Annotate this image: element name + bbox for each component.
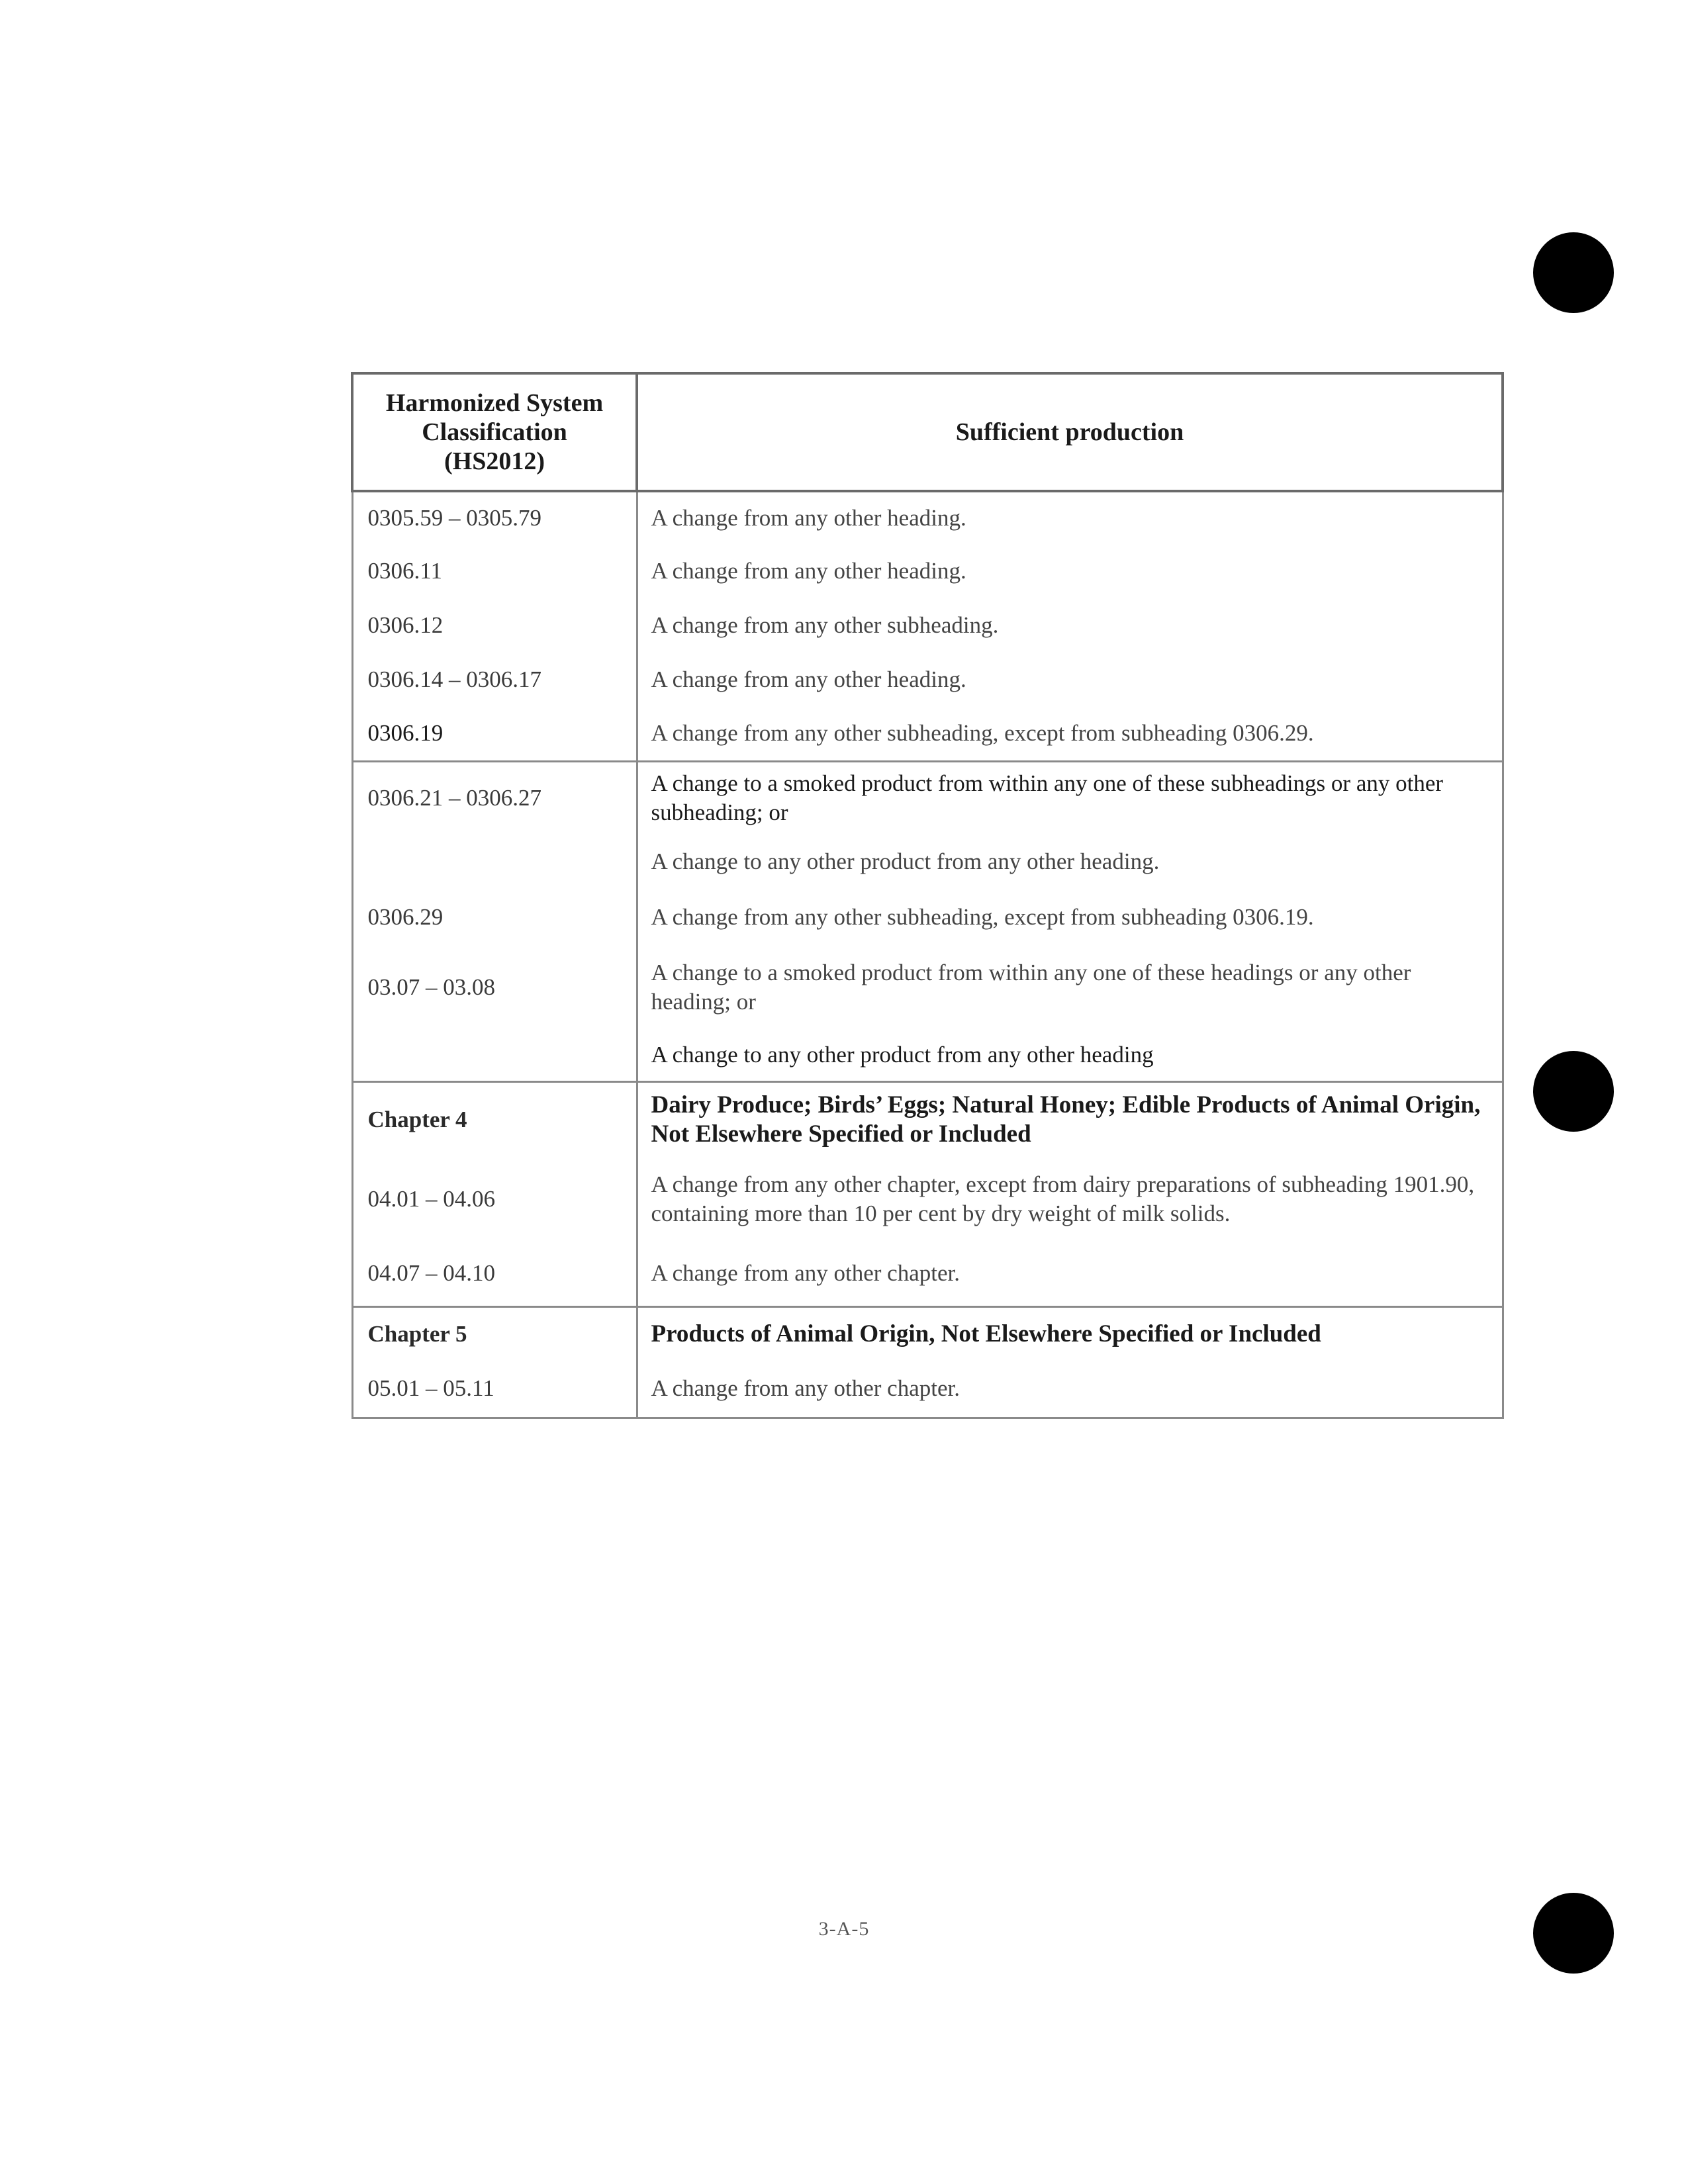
header-sufficient-production: Sufficient production xyxy=(637,373,1503,491)
rule-text: A change to any other product from any other heading xyxy=(637,1030,1503,1081)
table-row xyxy=(352,653,1503,707)
punch-hole xyxy=(1533,232,1614,313)
chapter-label: Chapter 5 xyxy=(352,1306,637,1361)
hs-code: 0306.29 xyxy=(352,889,637,945)
table-row xyxy=(352,1306,1503,1361)
rule-text: A change from any other heading. xyxy=(637,544,1503,598)
table-row xyxy=(352,1242,1503,1306)
hs-code: 0306.21 – 0306.27 xyxy=(352,761,637,834)
rule-text: A change from any other subheading. xyxy=(637,598,1503,653)
rule-text: A change from any other subheading, except from subheading 0306.29. xyxy=(637,707,1503,761)
rule-text: A change from any other chapter. xyxy=(637,1361,1503,1418)
table-row xyxy=(352,598,1503,653)
table-row xyxy=(352,889,1503,945)
rules-of-origin-table xyxy=(351,372,1504,1419)
table-row xyxy=(352,1361,1503,1418)
table-header-row xyxy=(352,373,1503,491)
table-row xyxy=(352,491,1503,544)
table-row xyxy=(352,945,1503,1030)
page-number: 3-A-5 xyxy=(818,1918,870,1940)
rule-text: A change from any other subheading, except from subheading 0306.19. xyxy=(637,889,1503,945)
hs-code: 05.01 – 05.11 xyxy=(352,1361,637,1418)
hs-code: 0306.19 xyxy=(352,707,637,761)
punch-hole xyxy=(1533,1051,1614,1132)
rule-text: A change from any other heading. xyxy=(637,491,1503,544)
table-row xyxy=(352,761,1503,834)
table-row xyxy=(352,544,1503,598)
table-row xyxy=(352,1081,1503,1157)
hs-code: 0306.14 – 0306.17 xyxy=(352,653,637,707)
table-row xyxy=(352,707,1503,761)
rule-text: A change to a smoked product from within any one of these headings or any other heading; or xyxy=(637,945,1503,1030)
chapter-title: Dairy Produce; Birds’ Eggs; Natural Honey; Edible Products of Animal Origin, Not Elsewhere Specified or Included xyxy=(637,1081,1503,1157)
rule-text: A change to a smoked product from within any one of these subheadings or any other subheading; or xyxy=(637,761,1503,834)
rule-text: A change from any other heading. xyxy=(637,653,1503,707)
hs-code: 04.01 – 04.06 xyxy=(352,1157,637,1242)
table-row xyxy=(352,834,1503,889)
hs-code xyxy=(352,1030,637,1081)
hs-code xyxy=(352,834,637,889)
hs-code: 0306.12 xyxy=(352,598,637,653)
chapter-title: Products of Animal Origin, Not Elsewhere Specified or Included xyxy=(637,1306,1503,1361)
hs-code: 0305.59 – 0305.79 xyxy=(352,491,637,544)
rule-text: A change to any other product from any other heading. xyxy=(637,834,1503,889)
rule-text: A change from any other chapter. xyxy=(637,1242,1503,1306)
hs-code: 0306.11 xyxy=(352,544,637,598)
header-line: (HS2012) xyxy=(444,447,545,475)
rule-text: A change from any other chapter, except from dairy preparations of subheading 1901.90, containing more than 10 per cent by dry weight of milk solids. xyxy=(637,1157,1503,1242)
hs-code: 04.07 – 04.10 xyxy=(352,1242,637,1306)
table-row xyxy=(352,1157,1503,1242)
header-line: Harmonized System xyxy=(385,389,604,417)
hs-code: 03.07 – 03.08 xyxy=(352,945,637,1030)
chapter-label: Chapter 4 xyxy=(352,1081,637,1157)
table-row xyxy=(352,1030,1503,1081)
header-hs-classification xyxy=(352,373,637,491)
header-line: Classification xyxy=(422,418,567,446)
